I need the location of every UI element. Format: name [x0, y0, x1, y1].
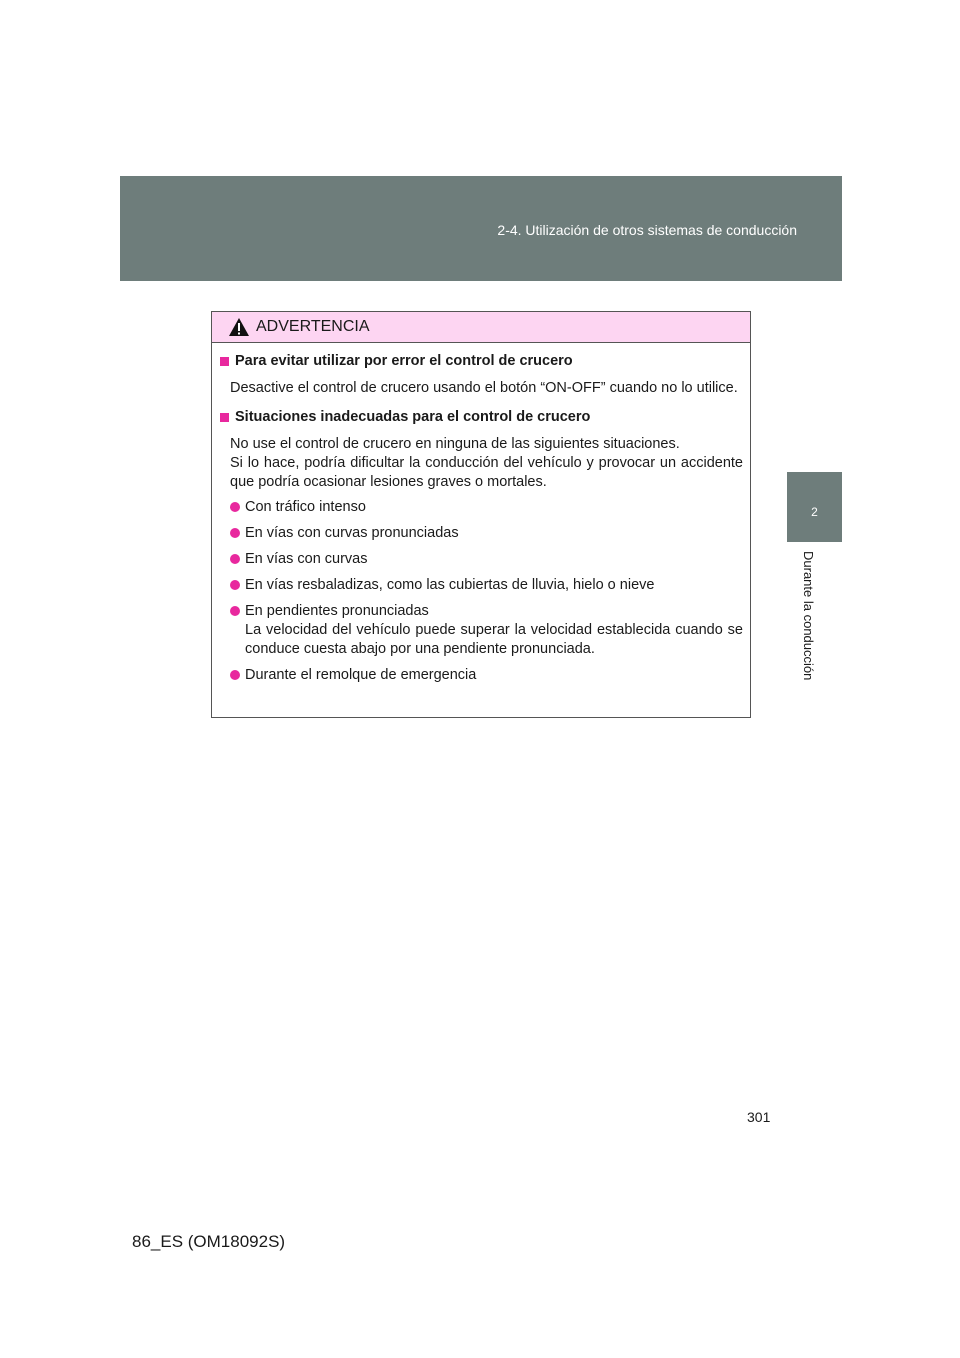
- list-item: En vías con curvas pronunciadas: [220, 524, 743, 543]
- paragraph: Desactive el control de crucero usando el botón “ON-OFF” cuando no lo utilice.: [230, 380, 738, 396]
- warning-body: [212, 343, 750, 685]
- paragraph: No use el control de crucero en ninguna de las siguientes situaciones. Si lo hace, podría dificultar la conducción del vehículo y provocar un accidente que podría ocasionar lesiones graves o mortales.: [230, 436, 743, 490]
- dot-bullet-icon: [230, 502, 240, 512]
- chapter-number: 2: [811, 505, 818, 519]
- warning-box: [211, 311, 751, 718]
- square-bullet-icon: [220, 357, 229, 366]
- document-code: 86_ES (OM18092S): [132, 1232, 286, 1251]
- square-bullet-icon: [220, 413, 229, 422]
- list-item: En vías con curvas: [220, 550, 743, 569]
- page-number: 301: [747, 1109, 771, 1125]
- warning-title: ADVERTENCIA: [256, 318, 370, 335]
- dot-bullet-icon: [230, 528, 240, 538]
- chapter-label: Durante la conducción: [801, 551, 816, 681]
- section-heading: Situaciones inadecuadas para el control de crucero: [220, 408, 743, 427]
- header-band: [120, 176, 842, 281]
- dot-bullet-icon: [230, 606, 240, 616]
- section-heading: Para evitar utilizar por error el control de crucero: [220, 352, 743, 371]
- warning-header: [212, 312, 750, 343]
- list-item: Durante el remolque de emergencia: [220, 666, 743, 685]
- dot-bullet-icon: [230, 554, 240, 564]
- warning-triangle-icon: [228, 317, 250, 337]
- chapter-tab: [787, 472, 842, 542]
- list-item: En vías resbaladizas, como las cubiertas de lluvia, hielo o nieve: [220, 576, 743, 595]
- section-title: 2-4. Utilización de otros sistemas de conducción: [497, 222, 797, 238]
- list-item: En pendientes pronunciadas La velocidad del vehículo puede superar la velocidad establecida cuando se conduce cuesta abajo por una pendiente pronunciada.: [220, 602, 743, 659]
- dot-bullet-icon: [230, 580, 240, 590]
- dot-bullet-icon: [230, 670, 240, 680]
- list-item: Con tráfico intenso: [220, 498, 743, 517]
